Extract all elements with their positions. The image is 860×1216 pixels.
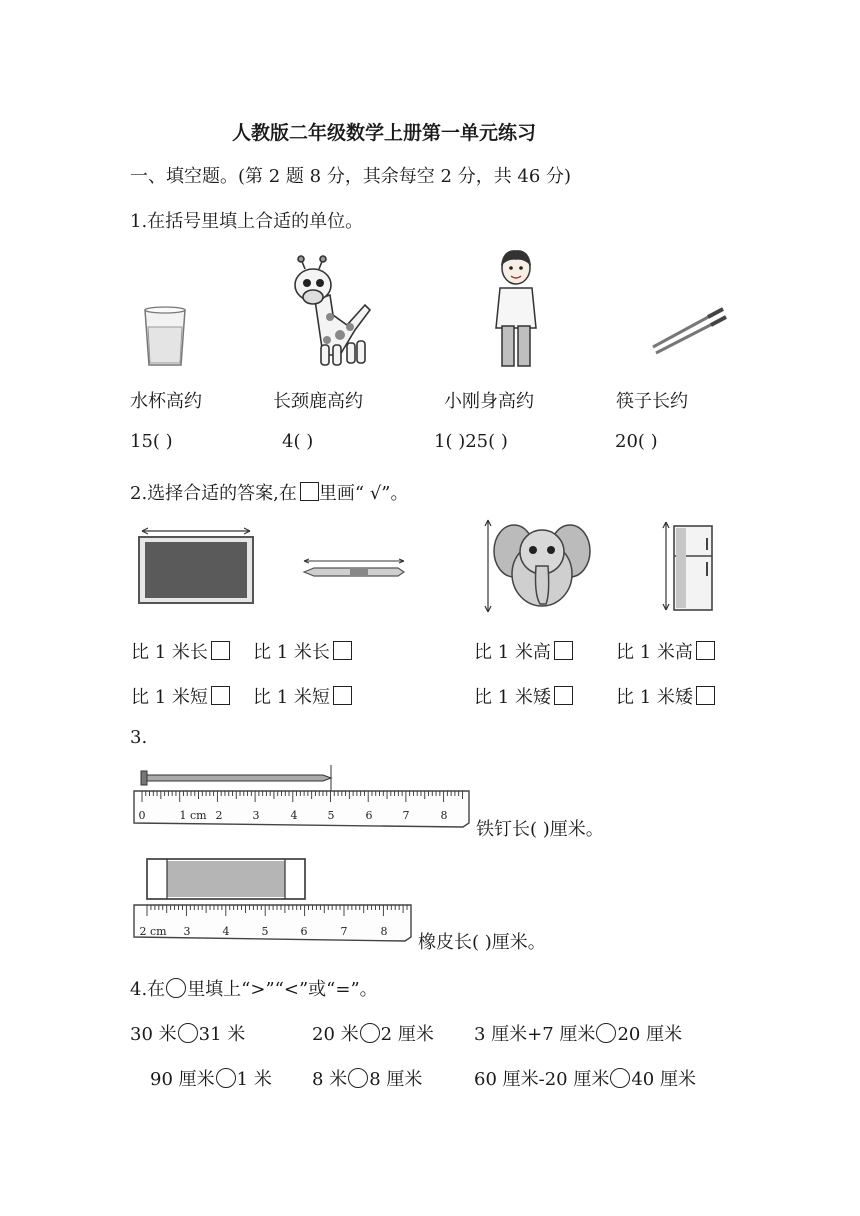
choice-label: 比 1 米高 [616,642,693,663]
refrigerator-icon [662,518,716,614]
checkbox[interactable] [554,641,573,660]
ruler-tick-label: 5 [327,809,335,822]
compare-item [312,1020,434,1046]
choice-label: 比 1 米矮 [616,687,693,708]
ruler-tick-label: 7 [402,809,410,822]
boy-icon [488,248,544,370]
ruler-tick-label: 7 [340,925,348,938]
answer-blank[interactable]: 20( ) [615,431,658,452]
compare-left: 90 厘米 [150,1069,215,1090]
checkbox[interactable] [696,686,715,705]
ruler-tick-label: 0 [138,809,146,822]
choice-label: 比 1 米矮 [474,687,551,708]
compare-item [474,1020,682,1046]
ruler-tick-label: 6 [365,809,373,822]
ruler-tick-label: 6 [300,925,308,938]
compare-left: 20 米 [312,1024,359,1045]
choice-pen-longer[interactable] [253,638,352,664]
compare-circle[interactable] [610,1068,630,1088]
caption-boy: 小刚身高约 [444,391,534,412]
ruler-tick-label: 5 [261,925,269,938]
choice-label: 比 1 米长 [253,642,330,663]
choice-label: 比 1 米长 [131,642,208,663]
checkbox[interactable] [333,641,352,660]
choice-fridge-shorter[interactable] [616,683,715,709]
compare-right: 2 厘米 [380,1024,434,1045]
checkbox[interactable] [211,641,230,660]
choice-label: 比 1 米高 [474,642,551,663]
choice-blackboard-shorter[interactable] [131,683,230,709]
ruler-tick-label: 3 [183,925,191,938]
compare-right: 1 米 [236,1069,272,1090]
q2-prompt [130,479,409,505]
checkbox[interactable] [696,641,715,660]
ruler-tick-label: 2 cm [139,925,167,938]
compare-left: 8 米 [312,1069,348,1090]
checkbox[interactable] [554,686,573,705]
choice-elephant-shorter[interactable] [474,683,573,709]
giraffe-icon [285,255,380,370]
choice-label: 比 1 米短 [131,687,208,708]
eraser-ruler-figure [133,855,415,945]
compare-circle[interactable] [348,1068,368,1088]
caption-chopsticks: 筷子长约 [616,391,688,412]
checkbox[interactable] [211,686,230,705]
compare-left: 3 厘米+7 厘米 [474,1024,596,1045]
compare-item [130,1020,245,1046]
eraser-length-blank[interactable]: 橡皮长( )厘米。 [418,932,546,953]
elephant-icon [484,516,592,616]
q4-prompt-end: 里填上“>”“<”或“=”。 [187,979,378,1000]
compare-left: 30 米 [130,1024,177,1045]
choice-fridge-taller[interactable] [616,638,715,664]
compare-right: 8 厘米 [369,1069,423,1090]
choice-blackboard-longer[interactable] [131,638,230,664]
blackboard-icon [134,527,259,609]
choice-label: 比 1 米短 [253,687,330,708]
compare-circle[interactable] [596,1023,616,1043]
compare-item [474,1065,696,1091]
compare-item [312,1065,422,1091]
sample-circle-icon [166,978,186,998]
q3-label: 3. [130,727,148,748]
chopsticks-icon [648,295,728,355]
sample-checkbox-icon [300,482,319,501]
ruler-tick-label: 3 [252,809,260,822]
choice-elephant-taller[interactable] [474,638,573,664]
ruler-tick-label: 8 [380,925,388,938]
compare-right: 40 厘米 [631,1069,696,1090]
checkbox[interactable] [333,686,352,705]
compare-right: 20 厘米 [617,1024,683,1045]
water-glass-icon [140,305,190,370]
compare-circle[interactable] [216,1068,236,1088]
q2-prompt-end: 里画“ √”。 [318,483,409,504]
ruler-tick-label: 8 [440,809,448,822]
page-title: 人教版二年级数学上册第一单元练习 [232,122,537,144]
choice-pen-shorter[interactable] [253,683,352,709]
compare-circle[interactable] [178,1023,198,1043]
answer-blank[interactable]: 15( ) [130,431,173,452]
nail-length-blank[interactable]: 铁钉长( )厘米。 [476,819,604,840]
q2-prompt-start: 2.选择合适的答案,在 [130,483,297,504]
answer-blank[interactable]: 1( )25( ) [434,431,508,452]
ruler-tick-label: 2 [215,809,223,822]
ruler-tick-label: 4 [290,809,298,822]
caption-water-glass: 水杯高约 [130,391,202,412]
compare-left: 60 厘米-20 厘米 [474,1069,610,1090]
pen-icon [300,558,408,580]
q1-prompt: 1.在括号里填上合适的单位。 [130,211,364,232]
compare-item [150,1065,272,1091]
compare-right: 31 米 [198,1024,246,1045]
q4-prompt [130,975,378,1001]
compare-circle[interactable] [360,1023,380,1043]
nail-ruler-figure [133,765,473,831]
ruler-tick-label: 1 cm [179,809,207,822]
section-heading: 一、填空题。(第 2 题 8 分，其余每空 2 分，共 46 分) [130,166,572,187]
q4-prompt-start: 4.在 [130,979,166,1000]
answer-blank[interactable]: 4( ) [282,431,314,452]
caption-giraffe: 长颈鹿高约 [273,391,363,412]
ruler-tick-label: 4 [222,925,230,938]
